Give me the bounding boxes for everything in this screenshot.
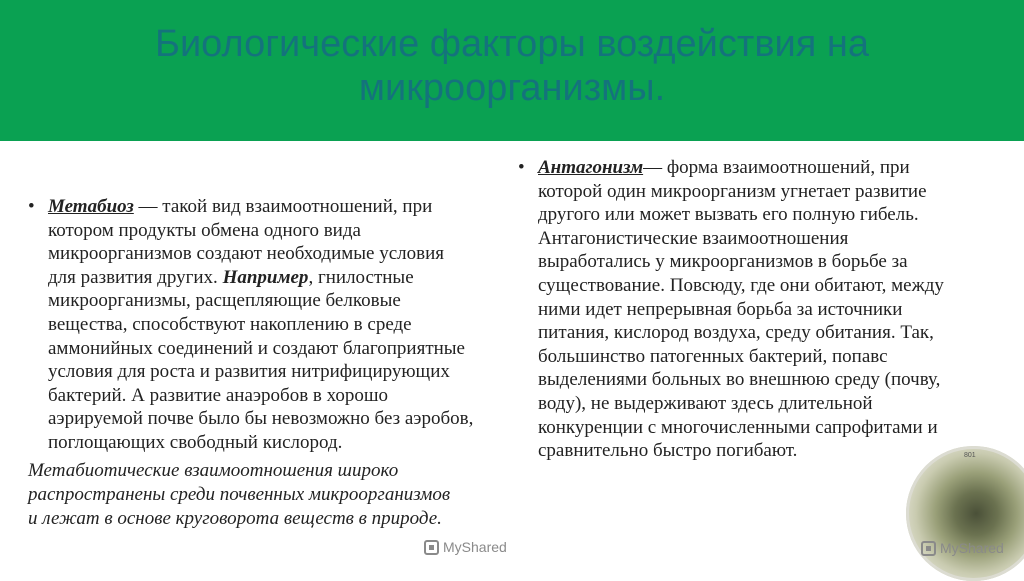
title-line-2: микроорганизмы.: [358, 67, 666, 109]
petri-dish-image: [906, 446, 1024, 581]
metabiosis-line-1: [48, 195, 508, 219]
title-line-1: Биологические факторы воздействия на: [155, 23, 869, 65]
antagonism-term: Антагонизм: [538, 157, 644, 178]
watermark-myshared-2: [921, 536, 1004, 560]
petri-dish-label: 801: [964, 452, 976, 459]
bullet-dot: •: [28, 196, 35, 217]
metabiosis-line-8: условия для роста и развития нитрифицирующих: [48, 361, 450, 383]
metabiosis-line-11: поглощающих свободный кислород.: [48, 431, 343, 453]
metabiosis-line-6: вещества, способствуют накоплению в среде: [48, 313, 412, 335]
left-column: [28, 195, 508, 531]
note-line-2: распространены среди почвенных микроорганизмов: [28, 483, 451, 505]
antagonism-line-12: конкуренции с многочисленными сапрофитами и: [538, 416, 938, 438]
metabiosis-line-10: аэрируемой почве было бы невозможно без аэробов,: [48, 408, 474, 430]
right-column: [518, 156, 978, 463]
watermark-text: MyShared: [443, 539, 507, 555]
metabiosis-line-2: котором продукты обмена одного вида: [48, 219, 361, 241]
metabiosis-line-9: бактерий. А развитие анаэробов в хорошо: [48, 384, 389, 406]
example-label: Например: [222, 266, 309, 288]
metabiosis-line-5: микроорганизмы, расщепляющие белковые: [48, 290, 401, 312]
metabiosis-note: [28, 459, 508, 531]
watermark-myshared: [424, 535, 507, 559]
metabiosis-term: Метабиоз: [48, 196, 134, 217]
antagonism-line-5: выработались у микроорганизмов в борьбе за: [538, 251, 908, 273]
antagonism-bullet: [518, 156, 978, 463]
metabiosis-text-5: , гнилостные: [308, 266, 414, 288]
antagonism-line-9: большинство патогенных бактерий, попавс: [538, 345, 888, 367]
antagonism-line-8: питания, кислород воздуха, среду обитания. Так,: [538, 322, 934, 344]
bullet-dot: •: [518, 157, 525, 178]
note-line-1: Метабиотические взаимоотношения широко: [28, 459, 399, 481]
antagonism-line-2: которой один микроорганизм угнетает развитие: [538, 180, 927, 202]
myshared-logo-icon: [921, 541, 936, 556]
metabiosis-line-4: [48, 266, 508, 290]
antagonism-line-11: воду), не выдерживают здесь длительной: [538, 392, 873, 414]
antagonism-line-6: существование. Повсюду, где они обитают, между: [538, 274, 944, 296]
antagonism-line-4: Антагонистические взаимоотношения: [538, 227, 849, 249]
antagonism-line-7: ними идет непрерывная борьба за источники: [538, 298, 903, 320]
metabiosis-text-1: — такой вид взаимоотношений, при: [133, 196, 433, 217]
antagonism-line-3: другого или может вызвать его полную гибель.: [538, 204, 919, 226]
antagonism-line-10: выделениями больных во внешнюю среду (почву,: [538, 369, 941, 391]
antagonism-text-1: — форма взаимоотношений, при: [643, 157, 910, 178]
antagonism-line-13: сравнительно быстро погибают.: [538, 440, 798, 462]
metabiosis-line-7: аммонийных соединений и создают благоприятные: [48, 337, 465, 359]
metabiosis-text-4: для развития других.: [48, 266, 223, 288]
metabiosis-bullet: [28, 195, 508, 455]
note-line-3: и лежат в основе круговорота веществ в природе.: [28, 507, 442, 529]
metabiosis-line-3: микроорганизмов создают необходимые условия: [48, 243, 445, 265]
watermark-text: MyShared: [940, 540, 1004, 556]
slide-title: [0, 22, 1024, 110]
myshared-logo-icon: [424, 540, 439, 555]
antagonism-line-1: [538, 156, 978, 180]
